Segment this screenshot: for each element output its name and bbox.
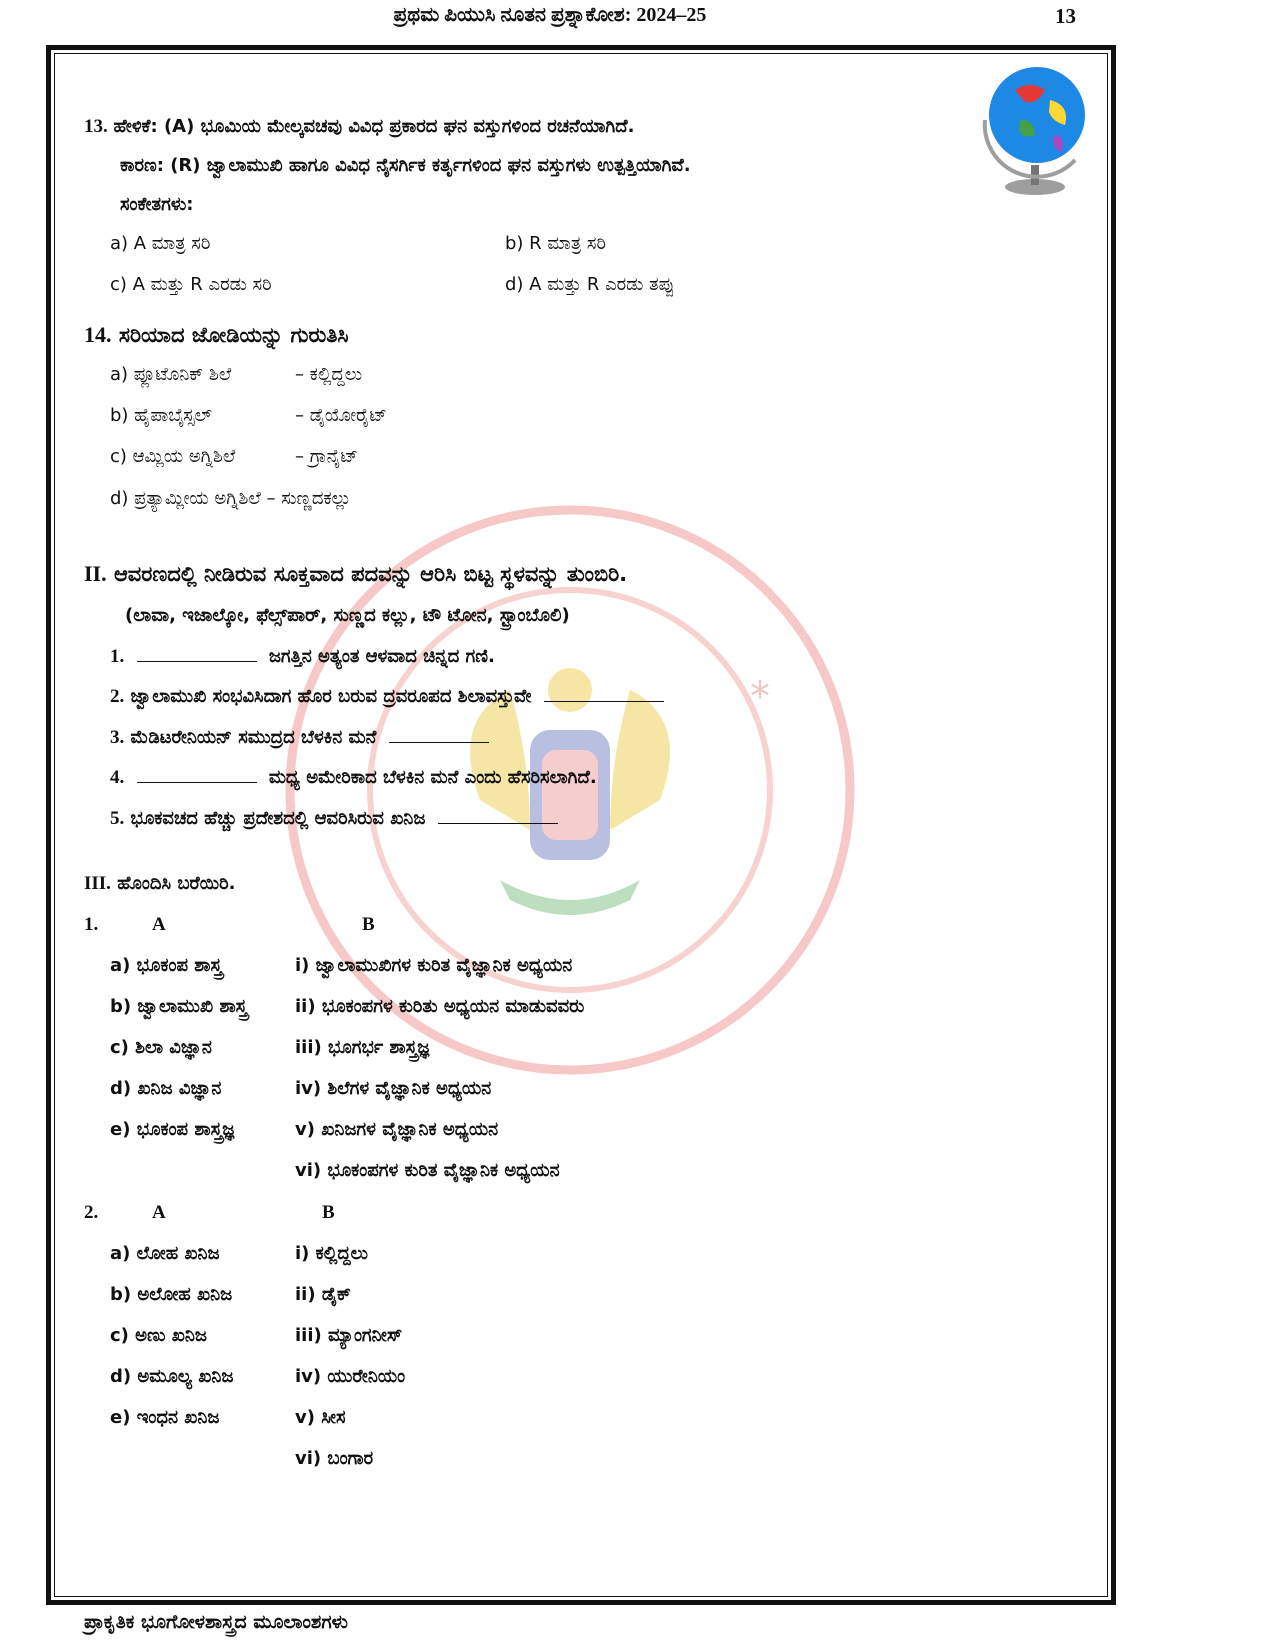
q14-number: 14. xyxy=(84,322,112,347)
section2-roman: II. xyxy=(84,561,107,586)
q14-pair-left: a) ಪ್ಲೂಟೊನಿಕ್ ಶಿಲೆ xyxy=(110,364,232,385)
section3-roman: III. xyxy=(84,873,111,894)
section3-title: ಹೊಂದಿಸಿ ಬರೆಯಿರಿ. xyxy=(117,873,236,894)
match2-a-item: a) ಲೋಹ ಖನಿಜ xyxy=(110,1243,220,1264)
blank-line xyxy=(544,687,664,702)
match1-b-item: iii) ಭೂಗರ್ಭ ಶಾಸ್ತ್ರಜ್ಞ xyxy=(295,1037,430,1058)
match1-a-item: c) ಶಿಲಾ ವಿಜ್ಞಾನ xyxy=(110,1037,212,1058)
blank-line xyxy=(438,809,558,824)
q13-option-b: b) R ಮಾತ್ರ ಸರಿ xyxy=(505,233,606,254)
blank-line xyxy=(389,728,489,743)
page-footer: ಪ್ರಾಕೃತಿಕ ಭೂಗೋಳಶಾಸ್ತ್ರದ ಮೂಲಾಂಶಗಳು xyxy=(84,1611,348,1633)
match1-a-item: b) ಜ್ವಾಲಾಮುಖಿ ಶಾಸ್ತ್ರ xyxy=(110,996,248,1017)
q13-option-c: c) A ಮತ್ತು R ಎರಡು ಸರಿ xyxy=(110,274,272,295)
section2-title: ಆವರಣದಲ್ಲಿ ನೀಡಿರುವ ಸೂಕ್ತವಾದ ಪದವನ್ನು ಆರಿಸಿ ಬಿಟ್ಟ ಸ್ಥಳವನ್ನು ತುಂಬಿರಿ. xyxy=(113,562,628,586)
q14-pair-right: – ಡೈಯೋರೈಟ್ xyxy=(295,405,387,426)
match1-b-item: v) ಖನಿಜಗಳ ವೈಜ್ಞಾನಿಕ ಅಧ್ಯಯನ xyxy=(295,1119,499,1140)
match2-b-item: iii) ಮ್ಯಾಂಗನೀಸ್ xyxy=(295,1325,403,1346)
match1-b-item: iv) ಶಿಲೆಗಳ ವೈಜ್ಞಾನಿಕ ಅಧ್ಯಯನ xyxy=(295,1078,492,1099)
blank-line xyxy=(137,768,257,783)
fill-blank-item xyxy=(110,808,564,830)
match2-b-item: ii) ಡೈಕ್ xyxy=(295,1284,351,1305)
q13-statement xyxy=(84,116,634,138)
match1-number: 1. xyxy=(84,914,99,935)
match2-a-item: c) ಅಣು ಖನಿಜ xyxy=(110,1325,207,1346)
match1-a-item: d) ಖನಿಜ ವಿಜ್ಞಾನ xyxy=(110,1078,222,1099)
match2-number: 2. xyxy=(84,1202,99,1223)
item-text: ಮಧ್ಯ ಅಮೇರಿಕಾದ ಬೆಳಕಿನ ಮನೆ ಎಂದು ಹೆಸರಿಸಲಾಗಿದೆ. xyxy=(268,767,597,788)
page-number: 13 xyxy=(1055,4,1076,28)
blank-line xyxy=(137,647,257,662)
match2-col-b-header: B xyxy=(322,1202,335,1223)
item-text: ಜ್ವಾಲಾಮುಖಿ ಸಂಭವಿಸಿದಾಗ ಹೊರ ಬರುವ ದ್ರವರೂಪದ ಶಿಲಾವಸ್ತುವೇ xyxy=(130,686,532,707)
match1-col-a-header: A xyxy=(152,914,166,935)
fill-blank-item xyxy=(110,767,597,789)
item-number: 3. xyxy=(110,727,125,748)
q13-number: 13. xyxy=(84,116,108,137)
item-text: ಭೂಕವಚದ ಹೆಚ್ಚು ಪ್ರದೇಶದಲ್ಲಿ ಆವರಿಸಿರುವ ಖನಿಜ xyxy=(130,808,426,829)
fill-blank-item xyxy=(110,727,495,749)
q13-codes-label: ಸಂಕೇತಗಳು: xyxy=(120,194,194,215)
q13-option-d: d) A ಮತ್ತು R ಎರಡು ತಪ್ಪು xyxy=(505,274,675,295)
q14-pair-left: d) ಪ್ರತ್ಯಾಮ್ಲೀಯ ಅಗ್ನಿಶಿಲೆ – ಸುಣ್ಣದಕಲ್ಲು xyxy=(110,488,352,509)
match2-b-item: v) ಸೀಸ xyxy=(295,1407,346,1428)
q14-pair-right: – ಗ್ರಾನೈಟ್ xyxy=(295,446,358,467)
q14-pair-right: – ಕಲ್ಲಿದ್ದಲು xyxy=(295,364,363,385)
fill-blank-item xyxy=(110,646,495,668)
q14-pair-left: c) ಆಮ್ಲಿಯ ಅಗ್ನಿಶಿಲೆ xyxy=(110,446,236,467)
section2-heading xyxy=(84,561,627,587)
match2-a-item: b) ಅಲೋಹ ಖನಿಜ xyxy=(110,1284,233,1305)
match1-b-item: i) ಜ್ವಾಲಾಮುಖಿಗಳ ಕುರಿತ ವೈಜ್ಞಾನಿಕ ಅಧ್ಯಯನ xyxy=(295,955,573,976)
q13-reason: ಕಾರಣ: (R) ಜ್ವಾಲಾಮುಖಿ ಹಾಗೂ ವಿವಿಧ ನೈಸರ್ಗಿಕ ಕರ್ತೃಗಳಿಂದ ಘನ ವಸ್ತುಗಳು ಉತ್ಪತ್ತಿಯಾಗಿವೆ. xyxy=(120,155,691,176)
q13-option-a: a) A ಮಾತ್ರ ಸರಿ xyxy=(110,233,211,254)
match2-b-item: vi) ಬಂಗಾರ xyxy=(295,1448,374,1469)
match1-a-item: a) ಭೂಕಂಪ ಶಾಸ್ತ್ರ xyxy=(110,955,223,976)
match1-b-item: ii) ಭೂಕಂಪಗಳ ಕುರಿತು ಅಧ್ಯಯನ ಮಾಡುವವರು xyxy=(295,996,585,1017)
q14-heading xyxy=(84,322,349,348)
q14-title: ಸರಿಯಾದ ಜೋಡಿಯನ್ನು ಗುರುತಿಸಿ xyxy=(118,323,349,347)
match2-a-item: d) ಅಮೂಲ್ಯ ಖನಿಜ xyxy=(110,1366,234,1387)
match2-b-item: i) ಕಲ್ಲಿದ್ದಲು xyxy=(295,1243,369,1264)
fill-blank-item xyxy=(110,686,670,708)
section2-choices: (ಲಾವಾ, ಇಜಾಲ್ಕೋ, ಫೆಲ್ಸ್‌ಪಾರ್, ಸುಣ್ಣದ ಕಲ್ಲು, ಟೌ ಟೋನ, ಸ್ಟ್ರಾಂಬೊಲಿ) xyxy=(125,605,570,626)
match1-a-item: e) ಭೂಕಂಪ ಶಾಸ್ತ್ರಜ್ಞ xyxy=(110,1119,235,1140)
match2-a-item: e) ಇಂಧನ ಖನಿಜ xyxy=(110,1407,220,1428)
item-text: ಜಗತ್ತಿನ ಅತ್ಯಂತ ಆಳವಾದ ಚಿನ್ನದ ಗಣಿ. xyxy=(268,646,495,667)
svg-text:*: * xyxy=(750,674,770,720)
item-number: 1. xyxy=(110,646,125,667)
q13-statement-text: ಹೇಳಿಕೆ: (A) ಭೂಮಿಯ ಮೇಲ್ಕವಚವು ವಿವಿಧ ಪ್ರಕಾರದ ಘನ ವಸ್ತುಗಳಿಂದ ರಚನೆಯಾಗಿದೆ. xyxy=(113,116,635,137)
match1-col-b-header: B xyxy=(362,914,375,935)
item-text: ಮೆಡಿಟರೇನಿಯನ್ ಸಮುದ್ರದ ಬೆಳಕಿನ ಮನೆ xyxy=(130,727,377,748)
match2-col-a-header: A xyxy=(152,1202,166,1223)
globe-image xyxy=(975,60,1095,200)
q14-pair-left: b) ಹೈಪಾಬೈಸ್ಸಲ್ xyxy=(110,405,212,426)
match1-b-item: vi) ಭೂಕಂಪಗಳ ಕುರಿತ ವೈಜ್ಞಾನಿಕ ಅಧ್ಯಯನ xyxy=(295,1160,560,1181)
watermark-seal xyxy=(280,500,860,1080)
section3-heading xyxy=(84,873,235,895)
match2-b-item: iv) ಯುರೇನಿಯಂ xyxy=(295,1366,406,1387)
item-number: 5. xyxy=(110,808,125,829)
item-number: 2. xyxy=(110,686,125,707)
page-header-title: ಪ್ರಥಮ ಪಿಯುಸಿ ನೂತನ ಪ್ರಶ್ನಾಕೋಶ: 2024–25 xyxy=(393,4,707,26)
item-number: 4. xyxy=(110,767,125,788)
